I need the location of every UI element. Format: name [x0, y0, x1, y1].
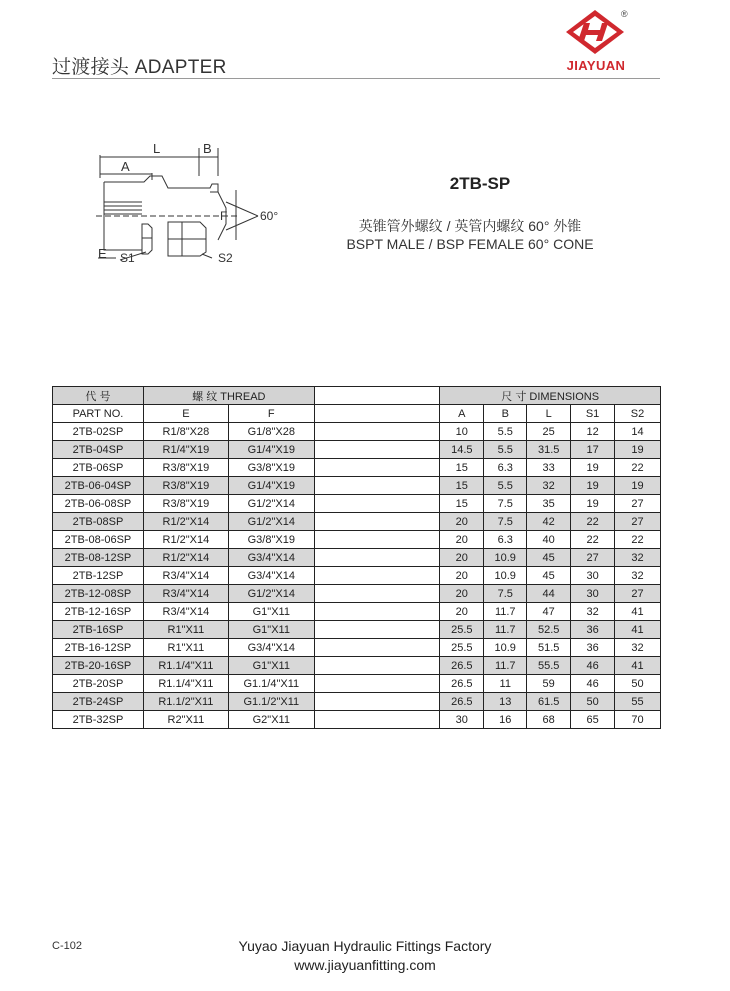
page-title: 过渡接头 ADAPTER — [52, 57, 227, 78]
table-cell-s1: 19 — [571, 459, 615, 477]
table-cell-gap — [314, 639, 440, 657]
table-cell-l: 44 — [527, 585, 571, 603]
header-part-cn: 代 号 — [53, 387, 144, 405]
table-cell-b: 6.3 — [484, 459, 527, 477]
table-cell-a: 20 — [440, 585, 484, 603]
table-cell-s1: 12 — [571, 423, 615, 441]
table-cell-part: 2TB-16-12SP — [53, 639, 144, 657]
dim-E-label: E — [98, 246, 107, 261]
table-cell-part: 2TB-02SP — [53, 423, 144, 441]
table-row — [53, 693, 661, 711]
table-cell-gap — [314, 549, 440, 567]
header-divider — [52, 78, 660, 79]
col-gap — [314, 405, 440, 423]
table-cell-b: 5.5 — [484, 441, 527, 459]
table-cell-e: R1/2"X14 — [143, 549, 228, 567]
table-cell-b: 7.5 — [484, 495, 527, 513]
table-cell-s2: 19 — [615, 441, 661, 459]
table-cell-b: 10.9 — [484, 567, 527, 585]
table-cell-s2: 55 — [615, 693, 661, 711]
table-cell-s2: 22 — [615, 531, 661, 549]
dim-F-label: F — [220, 209, 228, 223]
table-cell-e: R1/2"X14 — [143, 531, 228, 549]
col-A: A — [440, 405, 484, 423]
table-cell-s1: 30 — [571, 585, 615, 603]
page-number: C-102 — [52, 940, 82, 952]
table-cell-a: 30 — [440, 711, 484, 729]
table-row — [53, 711, 661, 729]
table-cell-s1: 22 — [571, 531, 615, 549]
table-cell-s1: 27 — [571, 549, 615, 567]
table-cell-a: 15 — [440, 459, 484, 477]
table-row — [53, 567, 661, 585]
table-row — [53, 585, 661, 603]
table-cell-e: R1.1/4"X11 — [143, 675, 228, 693]
table-cell-l: 61.5 — [527, 693, 571, 711]
table-cell-s2: 70 — [615, 711, 661, 729]
table-cell-l: 52.5 — [527, 621, 571, 639]
product-description-cn: 英锥管外螺纹 / 英管内螺纹 60° 外锥 — [358, 218, 582, 234]
table-row — [53, 531, 661, 549]
table-cell-f: G1/2"X14 — [228, 585, 314, 603]
table-cell-l: 55.5 — [527, 657, 571, 675]
table-cell-f: G1/2"X14 — [228, 495, 314, 513]
table-cell-e: R1"X11 — [143, 639, 228, 657]
table-cell-gap — [314, 531, 440, 549]
table-cell-gap — [314, 603, 440, 621]
table-cell-b: 7.5 — [484, 585, 527, 603]
table-cell-e: R2"X11 — [143, 711, 228, 729]
table-cell-s2: 41 — [615, 657, 661, 675]
table-row — [53, 423, 661, 441]
table-row — [53, 639, 661, 657]
table-cell-s1: 46 — [571, 657, 615, 675]
table-cell-part: 2TB-32SP — [53, 711, 144, 729]
table-cell-s2: 27 — [615, 495, 661, 513]
table-cell-l: 59 — [527, 675, 571, 693]
table-cell-a: 20 — [440, 513, 484, 531]
table-cell-e: R1"X11 — [143, 621, 228, 639]
table-row — [53, 495, 661, 513]
table-cell-l: 51.5 — [527, 639, 571, 657]
table-cell-b: 5.5 — [484, 477, 527, 495]
table-cell-f: G3/4"X14 — [228, 639, 314, 657]
cone-angle-label: 60° — [260, 209, 279, 223]
table-cell-s1: 46 — [571, 675, 615, 693]
table-cell-part: 2TB-20SP — [53, 675, 144, 693]
dim-S2-label: S2 — [218, 251, 233, 265]
dim-A-label: A — [121, 159, 130, 174]
table-cell-a: 15 — [440, 495, 484, 513]
col-part-no: PART NO. — [53, 405, 144, 423]
table-cell-part: 2TB-12-16SP — [53, 603, 144, 621]
table-cell-a: 26.5 — [440, 675, 484, 693]
table-cell-e: R3/4"X14 — [143, 585, 228, 603]
table-cell-b: 11.7 — [484, 621, 527, 639]
table-cell-f: G1/2"X14 — [228, 513, 314, 531]
table-cell-f: G1"X11 — [228, 657, 314, 675]
brand-name: JIAYUAN — [566, 58, 626, 73]
col-E: E — [143, 405, 228, 423]
dim-S1-label: S1 — [120, 251, 135, 265]
table-row — [53, 603, 661, 621]
table-cell-gap — [314, 423, 440, 441]
registered-mark: ® — [621, 9, 628, 19]
table-cell-e: R3/4"X14 — [143, 567, 228, 585]
table-cell-b: 13 — [484, 693, 527, 711]
table-cell-l: 25 — [527, 423, 571, 441]
table-cell-part: 2TB-06SP — [53, 459, 144, 477]
table-cell-gap — [314, 675, 440, 693]
table-row — [53, 459, 661, 477]
table-cell-l: 68 — [527, 711, 571, 729]
table-cell-f: G1/4"X19 — [228, 477, 314, 495]
table-cell-b: 11.7 — [484, 603, 527, 621]
table-cell-gap — [314, 711, 440, 729]
table-cell-b: 16 — [484, 711, 527, 729]
table-cell-l: 45 — [527, 567, 571, 585]
table-cell-e: R3/8"X19 — [143, 459, 228, 477]
table-cell-part: 2TB-20-16SP — [53, 657, 144, 675]
col-S2: S2 — [615, 405, 661, 423]
table-cell-part: 2TB-08-12SP — [53, 549, 144, 567]
table-cell-s1: 19 — [571, 495, 615, 513]
table-cell-f: G1/4"X19 — [228, 441, 314, 459]
table-cell-a: 26.5 — [440, 693, 484, 711]
table-cell-f: G1"X11 — [228, 603, 314, 621]
company-name: Yuyao Jiayuan Hydraulic Fittings Factory — [238, 938, 492, 954]
table-cell-s2: 32 — [615, 549, 661, 567]
table-cell-s2: 41 — [615, 621, 661, 639]
table-cell-gap — [314, 621, 440, 639]
table-cell-l: 40 — [527, 531, 571, 549]
table-row — [53, 441, 661, 459]
header-dimensions: 尺 寸 DIMENSIONS — [440, 387, 661, 405]
table-cell-s2: 41 — [615, 603, 661, 621]
table-cell-f: G3/4"X14 — [228, 567, 314, 585]
table-cell-b: 7.5 — [484, 513, 527, 531]
table-cell-gap — [314, 495, 440, 513]
table-cell-e: R1.1/2"X11 — [143, 693, 228, 711]
table-cell-l: 42 — [527, 513, 571, 531]
table-cell-f: G1.1/2"X11 — [228, 693, 314, 711]
fitting-drawing — [90, 140, 290, 270]
table-cell-b: 11 — [484, 675, 527, 693]
table-cell-part: 2TB-06-08SP — [53, 495, 144, 513]
table-cell-part: 2TB-12SP — [53, 567, 144, 585]
table-cell-gap — [314, 567, 440, 585]
table-cell-gap — [314, 459, 440, 477]
table-cell-a: 20 — [440, 531, 484, 549]
table-cell-s2: 14 — [615, 423, 661, 441]
spec-table — [52, 386, 661, 729]
table-cell-e: R1/2"X14 — [143, 513, 228, 531]
table-row — [53, 549, 661, 567]
table-cell-part: 2TB-24SP — [53, 693, 144, 711]
table-cell-a: 15 — [440, 477, 484, 495]
table-cell-l: 32 — [527, 477, 571, 495]
table-cell-s1: 36 — [571, 621, 615, 639]
table-cell-s1: 22 — [571, 513, 615, 531]
company-website[interactable]: www.jiayuanfitting.com — [294, 957, 436, 973]
table-cell-gap — [314, 441, 440, 459]
table-cell-a: 20 — [440, 567, 484, 585]
table-cell-a: 26.5 — [440, 657, 484, 675]
table-cell-s2: 50 — [615, 675, 661, 693]
table-cell-e: R1/4"X19 — [143, 441, 228, 459]
table-row — [53, 657, 661, 675]
table-cell-l: 33 — [527, 459, 571, 477]
table-row — [53, 621, 661, 639]
table-cell-f: G3/8"X19 — [228, 459, 314, 477]
product-description-en: BSPT MALE / BSP FEMALE 60° CONE — [346, 236, 594, 252]
table-cell-a: 20 — [440, 549, 484, 567]
table-cell-f: G2"X11 — [228, 711, 314, 729]
table-cell-b: 6.3 — [484, 531, 527, 549]
table-cell-f: G1"X11 — [228, 621, 314, 639]
col-F: F — [228, 405, 314, 423]
table-cell-e: R3/8"X19 — [143, 495, 228, 513]
table-cell-l: 45 — [527, 549, 571, 567]
col-B: B — [484, 405, 527, 423]
product-code: 2TB-SP — [449, 174, 511, 193]
table-cell-part: 2TB-08SP — [53, 513, 144, 531]
table-cell-s1: 65 — [571, 711, 615, 729]
table-cell-a: 20 — [440, 603, 484, 621]
table-cell-e: R1/8"X28 — [143, 423, 228, 441]
table-row — [53, 675, 661, 693]
table-cell-s2: 19 — [615, 477, 661, 495]
table-cell-f: G1.1/4"X11 — [228, 675, 314, 693]
brand-logo — [558, 8, 634, 76]
table-cell-a: 14.5 — [440, 441, 484, 459]
dim-L-label: L — [153, 141, 161, 156]
table-cell-b: 10.9 — [484, 639, 527, 657]
table-cell-l: 31.5 — [527, 441, 571, 459]
table-cell-a: 25.5 — [440, 621, 484, 639]
table-cell-s1: 32 — [571, 603, 615, 621]
col-L: L — [527, 405, 571, 423]
col-S1: S1 — [571, 405, 615, 423]
table-cell-a: 25.5 — [440, 639, 484, 657]
table-cell-e: R3/8"X19 — [143, 477, 228, 495]
table-row — [53, 477, 661, 495]
table-cell-b: 10.9 — [484, 549, 527, 567]
table-cell-s1: 50 — [571, 693, 615, 711]
header-gap — [314, 387, 440, 405]
dim-B-label: B — [203, 141, 212, 156]
table-cell-s2: 32 — [615, 639, 661, 657]
table-cell-a: 10 — [440, 423, 484, 441]
table-cell-f: G3/8"X19 — [228, 531, 314, 549]
table-cell-gap — [314, 477, 440, 495]
table-cell-e: R1.1/4"X11 — [143, 657, 228, 675]
table-cell-b: 5.5 — [484, 423, 527, 441]
table-cell-s1: 19 — [571, 477, 615, 495]
table-cell-e: R3/4"X14 — [143, 603, 228, 621]
table-cell-gap — [314, 657, 440, 675]
table-cell-s1: 36 — [571, 639, 615, 657]
table-cell-l: 47 — [527, 603, 571, 621]
header-thread: 螺 纹 THREAD — [143, 387, 314, 405]
table-cell-part: 2TB-08-06SP — [53, 531, 144, 549]
table-cell-s2: 27 — [615, 513, 661, 531]
table-cell-f: G1/8"X28 — [228, 423, 314, 441]
table-cell-s2: 27 — [615, 585, 661, 603]
jiayuan-logo-icon — [564, 8, 626, 56]
table-cell-gap — [314, 513, 440, 531]
table-cell-l: 35 — [527, 495, 571, 513]
table-cell-f: G3/4"X14 — [228, 549, 314, 567]
table-cell-part: 2TB-06-04SP — [53, 477, 144, 495]
table-cell-s1: 17 — [571, 441, 615, 459]
table-cell-part: 2TB-04SP — [53, 441, 144, 459]
table-cell-s1: 30 — [571, 567, 615, 585]
table-row — [53, 513, 661, 531]
table-cell-b: 11.7 — [484, 657, 527, 675]
table-cell-gap — [314, 693, 440, 711]
table-cell-part: 2TB-12-08SP — [53, 585, 144, 603]
table-cell-s2: 32 — [615, 567, 661, 585]
table-cell-gap — [314, 585, 440, 603]
table-cell-part: 2TB-16SP — [53, 621, 144, 639]
table-cell-s2: 22 — [615, 459, 661, 477]
